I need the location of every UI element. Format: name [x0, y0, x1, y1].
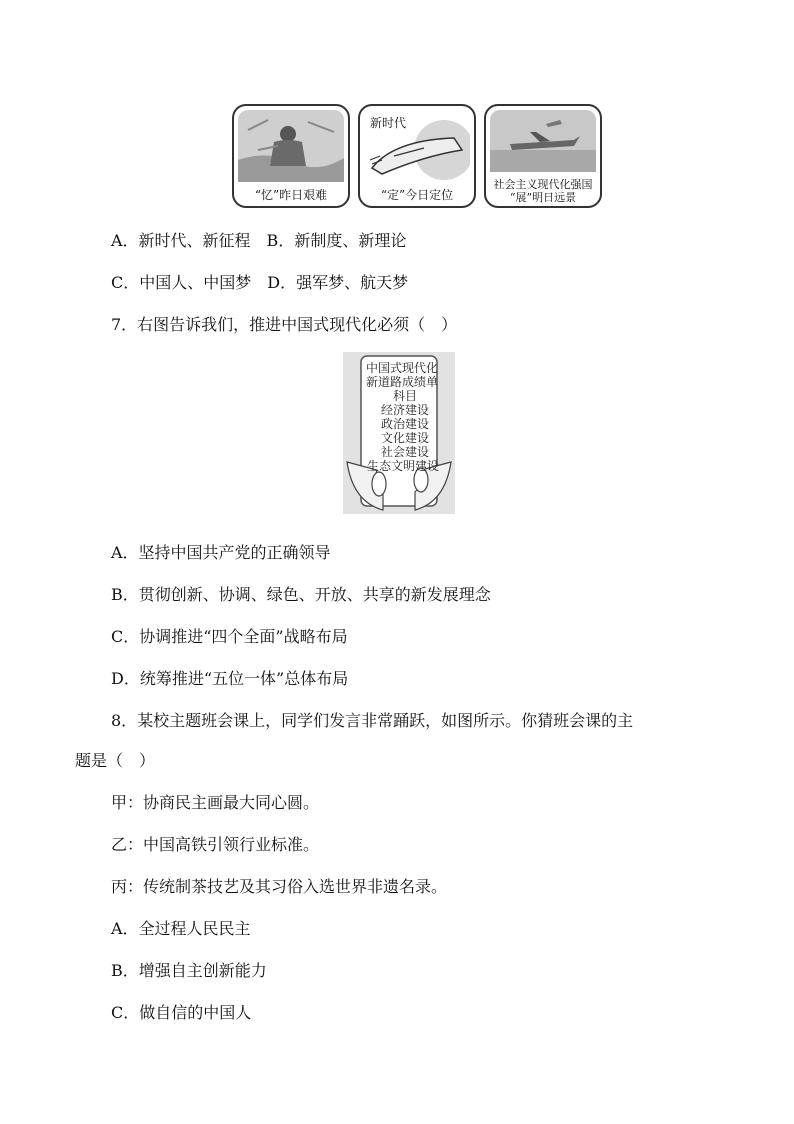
q6-options-line1: A．新时代、新征程 B．新制度、新理论	[111, 231, 407, 250]
q8-statement-jia: 甲：协商民主画最大同心圆。	[111, 793, 320, 812]
phone-line-ecology: 生态文明建设	[367, 459, 440, 473]
q7-option-a: A．坚持中国共产党的正确领导	[111, 543, 331, 562]
q8-option-c: C．做自信的中国人	[111, 1003, 252, 1022]
q8-statement-bing: 丙：传统制茶技艺及其习俗入选世界非遗名录。	[111, 877, 448, 896]
q8-option-b: B．增强自主创新能力	[111, 961, 267, 980]
phone-line-politics: 政治建设	[381, 417, 430, 431]
new-era-label: 新时代	[370, 116, 407, 130]
phone-line-subject: 科目	[393, 389, 418, 403]
q8-option-a: A．全过程人民民主	[111, 919, 251, 938]
phone-line-society: 社会建设	[381, 445, 430, 459]
card-caption: 社会主义现代化强国 “展”明日远景	[493, 178, 593, 204]
q6-options-line2: C．中国人、中国梦 D．强军梦、航天梦	[111, 273, 409, 292]
card-caption: “定”今日定位	[380, 188, 454, 202]
q8-stem-line2: 题是（ ）	[75, 751, 156, 770]
q8-statement-yi: 乙：中国高铁引领行业标准。	[111, 835, 320, 854]
card-caption: “忆”昨日艰难	[254, 188, 328, 202]
q7-stem: 7．右图告诉我们，推进中国式现代化必须（ ）	[111, 315, 458, 334]
phone-report-card-figure	[343, 352, 455, 514]
card-tomorrow	[484, 104, 602, 208]
q7-option-b: B．贯彻创新、协调、绿色、开放、共享的新发展理念	[111, 585, 491, 604]
card-today	[358, 104, 476, 208]
q7-option-d: D．统筹推进“五位一体”总体布局	[111, 669, 349, 688]
phone-line-subtitle: 新道路成绩单	[366, 375, 439, 389]
aircraft-photo	[490, 110, 596, 172]
soldier-photo	[238, 110, 344, 182]
phone-line-title: 中国式现代化	[366, 361, 439, 375]
picture-cards	[232, 104, 602, 208]
phone-line-culture: 文化建设	[381, 431, 430, 445]
phone-line-economy: 经济建设	[381, 403, 430, 417]
q7-option-c: C．协调推进“四个全面”战略布局	[111, 627, 348, 646]
card-yesterday	[232, 104, 350, 208]
q8-stem-line1: 8．某校主题班会课上，同学们发言非常踊跃，如图所示。你猜班会课的主	[111, 711, 634, 730]
